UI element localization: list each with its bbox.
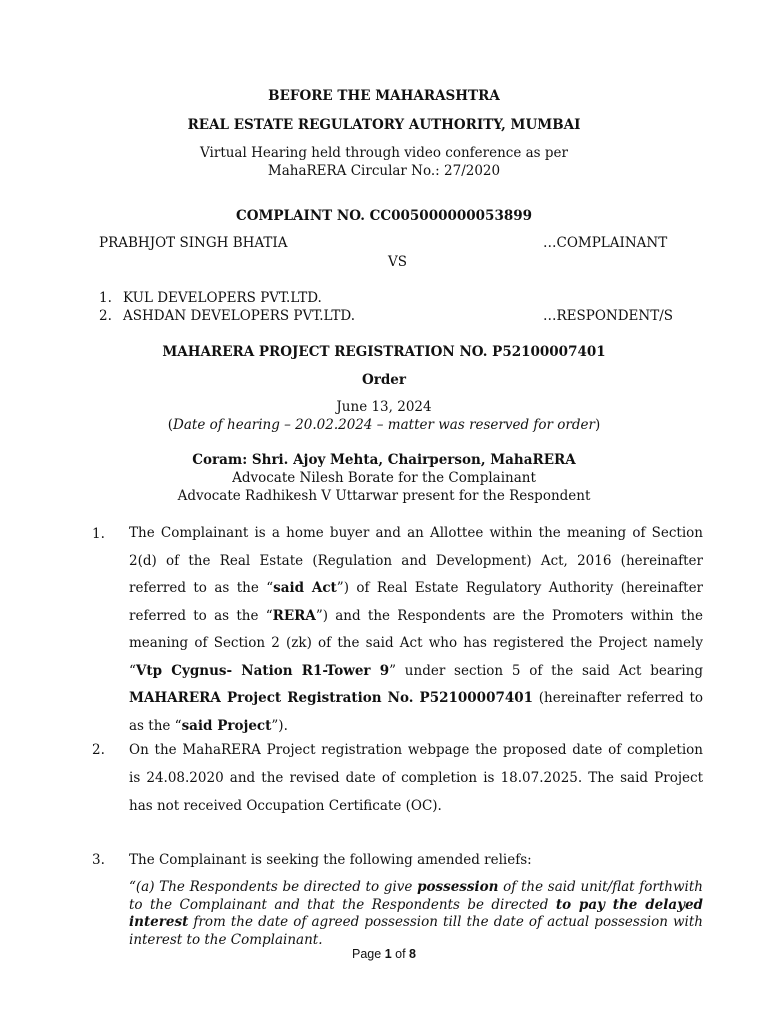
paragraph-1: The Complainant is a home buyer and an Allottee within the meaning of Section 2(d) of the Real Estate (Regulation and Development) Act, 2016 (hereinafter referred to as the “said Act”) of Real Estate Regulatory Authority (hereinafter referred to as the “RERA”) and the Respondents are the Promoters within the meaning of Section 2 (zk) of the said Act who has registered the Project namely “Vtp Cygnus- Nation R1-Tower 9” under section 5 of the said Act bearing MAHARERA Project Registration No. P52100007401 (hereinafter referred to as the “said Project”).	[129, 525, 704, 734]
paragraph-3-number: 3.	[92, 852, 105, 868]
respondent-2-name: ASHDAN DEVELOPERS PVT.LTD.	[123, 308, 356, 324]
header-line-4: MahaRERA Circular No.: 27/2020	[267, 163, 501, 179]
relief-quote: “(a) The Respondents be directed to give possession of the said unit/flat forthwith to the Complainant and that the Respondents be directed to pay the delayed interest from the date of agreed possession till the date of actual possession with interest to the Complainant.	[129, 879, 703, 948]
respondent-2-number: 2.	[99, 308, 112, 324]
coram-line: Coram: Shri. Ajoy Mehta, Chairperson, MahaRERA	[192, 452, 576, 468]
complainant-role: …COMPLAINANT	[543, 235, 668, 251]
complainant-advocate: Advocate Nilesh Borate for the Complainant	[232, 470, 536, 486]
hearing-note: (Date of hearing – 20.02.2024 – matter was reserved for order)	[167, 417, 601, 433]
respondent-role: …RESPONDENT/S	[543, 308, 674, 324]
versus-label: VS	[388, 254, 407, 270]
header-line-3: Virtual Hearing held through video conference as per	[200, 145, 568, 161]
respondent-advocate: Advocate Radhikesh V Uttarwar present for the Respondent	[177, 488, 591, 504]
header-line-1: BEFORE THE MAHARASHTRA	[268, 88, 500, 104]
paragraph-1-number: 1.	[92, 526, 105, 542]
header-line-2: REAL ESTATE REGULATORY AUTHORITY, MUMBAI	[187, 117, 581, 133]
order-title: Order	[361, 372, 406, 388]
project-registration: MAHARERA PROJECT REGISTRATION NO. P52100007401	[162, 344, 606, 360]
order-date: June 13, 2024	[336, 399, 432, 415]
paragraph-2-number: 2.	[92, 742, 105, 758]
respondent-1-number: 1.	[99, 290, 112, 306]
paragraph-2: On the MahaRERA Project registration webpage the proposed date of completion is 24.08.2020 and the revised date of completion is 18.07.2025. The said Project has not received Occupation Certificate (OC).	[129, 742, 703, 814]
complainant-name: PRABHJOT SINGH BHATIA	[99, 235, 288, 251]
page-footer: Page 1 of 8	[352, 947, 416, 961]
paragraph-3-intro: The Complainant is seeking the following amended reliefs:	[129, 852, 532, 868]
complaint-number: COMPLAINT NO. CC005000000053899	[235, 208, 533, 224]
respondent-1-name: KUL DEVELOPERS PVT.LTD.	[123, 290, 322, 306]
